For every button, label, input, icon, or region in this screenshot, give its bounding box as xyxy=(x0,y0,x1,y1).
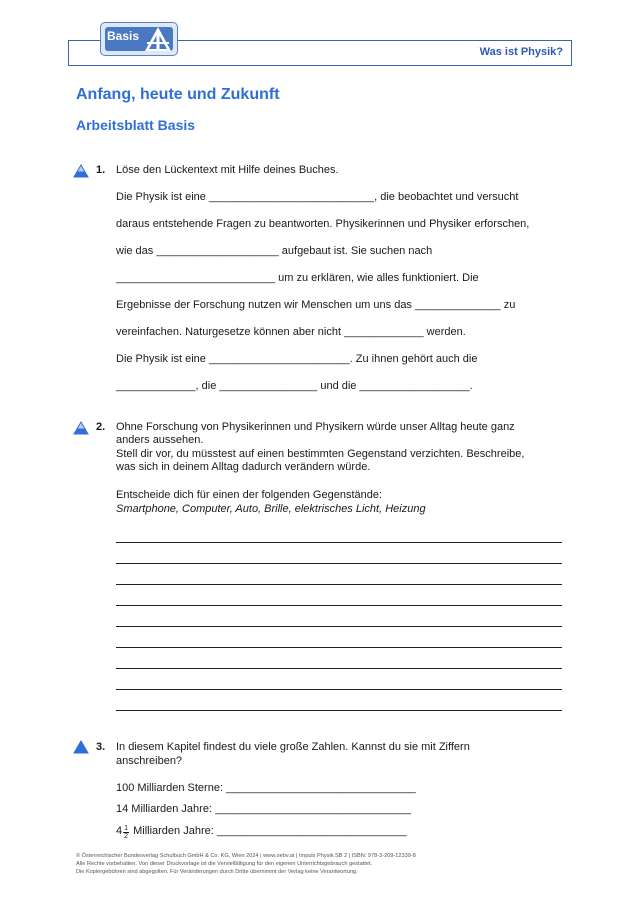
cloze-text: Ergebnisse der Forschung nutzen wir Menschen um uns das xyxy=(116,299,415,311)
rights-line: Alle Rechte vorbehalten. Von dieser Druckvorlage ist die Vervielfältigung für den eigenen Unterrichtsgebrauch gestattet. xyxy=(76,860,373,867)
task-2-text-1: Ohne Forschung von Physikerinnen und Physikern würde unser Alltag heute ganz xyxy=(116,421,515,433)
pyramid-icon xyxy=(143,25,173,53)
task-1-number: 1. xyxy=(96,164,106,176)
cloze-line-8 xyxy=(116,380,473,392)
whole-number: 4 xyxy=(116,825,123,837)
answer-line[interactable] xyxy=(116,605,562,606)
answer-blank[interactable]: _______________________________ xyxy=(226,782,416,794)
badge-label: Basis xyxy=(107,29,140,43)
page-subtitle: Arbeitsblatt Basis xyxy=(76,117,196,133)
number-row-fraction-years xyxy=(116,825,407,840)
task-2-text-3: Stell dir vor, du müsstest auf einen bestimmten Gegenstand verzichten. Beschreibe, xyxy=(116,448,525,460)
cloze-blank[interactable]: _____________ xyxy=(116,380,196,392)
row-label: 14 Milliarden Jahre: xyxy=(116,803,216,815)
answer-line[interactable] xyxy=(116,584,562,585)
cloze-text: werden. xyxy=(423,326,466,338)
cloze-line-3 xyxy=(116,245,432,257)
task-3-number: 3. xyxy=(96,741,106,753)
cloze-line-4 xyxy=(116,272,479,284)
task-1-instruction: Löse den Lückentext mit Hilfe deines Buches. xyxy=(116,164,339,176)
row-label: 100 Milliarden Sterne: xyxy=(116,782,227,794)
answer-line[interactable] xyxy=(116,563,562,564)
number-row-stars xyxy=(116,782,416,794)
cloze-blank[interactable]: ____________________ xyxy=(156,245,279,257)
answer-blank[interactable]: _______________________________ xyxy=(216,825,407,837)
cloze-blank[interactable]: ___________________________ xyxy=(208,191,375,203)
difficulty-level-icon xyxy=(73,421,89,435)
cloze-text: daraus entstehende Fragen zu beantworten. Physikerinnen und Physiker erforschen, xyxy=(116,218,530,230)
cloze-blank[interactable]: ______________ xyxy=(415,299,501,311)
task-2-text-4: was sich in deinem Alltag dadurch verändern würde. xyxy=(116,461,371,473)
cloze-line-2 xyxy=(116,218,529,230)
answer-blank[interactable]: ________________________________ xyxy=(215,803,411,815)
number-row-years xyxy=(116,803,411,815)
cloze-text: zu xyxy=(500,299,516,311)
fraction-numerator: 1 xyxy=(124,825,129,832)
fraction xyxy=(123,825,129,840)
answer-line[interactable] xyxy=(116,647,562,648)
basis-badge xyxy=(100,22,178,56)
cloze-blank[interactable]: __________________________ xyxy=(116,272,276,284)
cloze-blank[interactable]: ________________ xyxy=(219,380,318,392)
difficulty-level-icon xyxy=(73,740,89,754)
cloze-line-7 xyxy=(116,353,477,365)
task-3-text-2: anschreiben? xyxy=(116,755,183,767)
disclaimer-line: Die Kopiergebühren sind abgegolten. Für Veränderungen durch Dritte übernimmt der Verlag keine Verantwortung. xyxy=(76,868,358,875)
cloze-line-6 xyxy=(116,326,466,338)
cloze-text: um zu erklären, wie alles funktioniert. Die xyxy=(275,272,479,284)
cloze-text: aufgebaut ist. Sie suchen nach xyxy=(278,245,433,257)
task-2-number: 2. xyxy=(96,421,106,433)
answer-line[interactable] xyxy=(116,626,562,627)
row-label: Milliarden Jahre: xyxy=(130,825,217,837)
cloze-text: und die xyxy=(317,380,360,392)
cloze-blank[interactable]: _______________________ xyxy=(208,353,350,365)
task-2-choose: Entscheide dich für einen der folgenden Gegenstände: xyxy=(116,489,383,501)
task-2-items: Smartphone, Computer, Auto, Brille, elektrisches Licht, Heizung xyxy=(116,503,426,515)
cloze-text: Die Physik ist eine xyxy=(116,353,209,365)
footer xyxy=(76,853,416,876)
copyright-line: © Österreichischer Bundesverlag Schulbuch GmbH & Co. KG, Wien 2024 | www.oebv.at | Impuls Physik SB 2 | ISBN: 978-3-209-12339-8 xyxy=(76,853,416,859)
cloze-blank[interactable]: _____________ xyxy=(344,326,424,338)
cloze-text: wie das xyxy=(116,245,157,257)
page-title: Anfang, heute und Zukunft xyxy=(76,86,280,103)
cloze-line-5 xyxy=(116,299,515,311)
cloze-text: , die xyxy=(195,380,220,392)
task-2-text-2: anders aussehen. xyxy=(116,434,204,446)
answer-line[interactable] xyxy=(116,689,562,690)
answer-line[interactable] xyxy=(116,668,562,669)
cloze-text: . Zu ihnen gehört auch die xyxy=(349,353,478,365)
cloze-line-1 xyxy=(116,191,518,203)
cloze-text: . xyxy=(469,380,473,392)
task-3-text-1: In diesem Kapitel findest du viele große Zahlen. Kannst du sie mit Ziffern xyxy=(116,741,470,753)
cloze-text: , die beobachtet und versucht xyxy=(374,191,519,203)
cloze-text: vereinfachen. Naturgesetze können aber nicht xyxy=(116,326,345,338)
cloze-text: Die Physik ist eine xyxy=(116,191,209,203)
answer-line[interactable] xyxy=(116,542,562,543)
difficulty-level-icon xyxy=(73,164,89,178)
cloze-blank[interactable]: __________________ xyxy=(359,380,470,392)
answer-line[interactable] xyxy=(116,710,562,711)
fraction-denominator: 2 xyxy=(124,833,129,840)
header-title: Was ist Physik? xyxy=(479,46,563,58)
